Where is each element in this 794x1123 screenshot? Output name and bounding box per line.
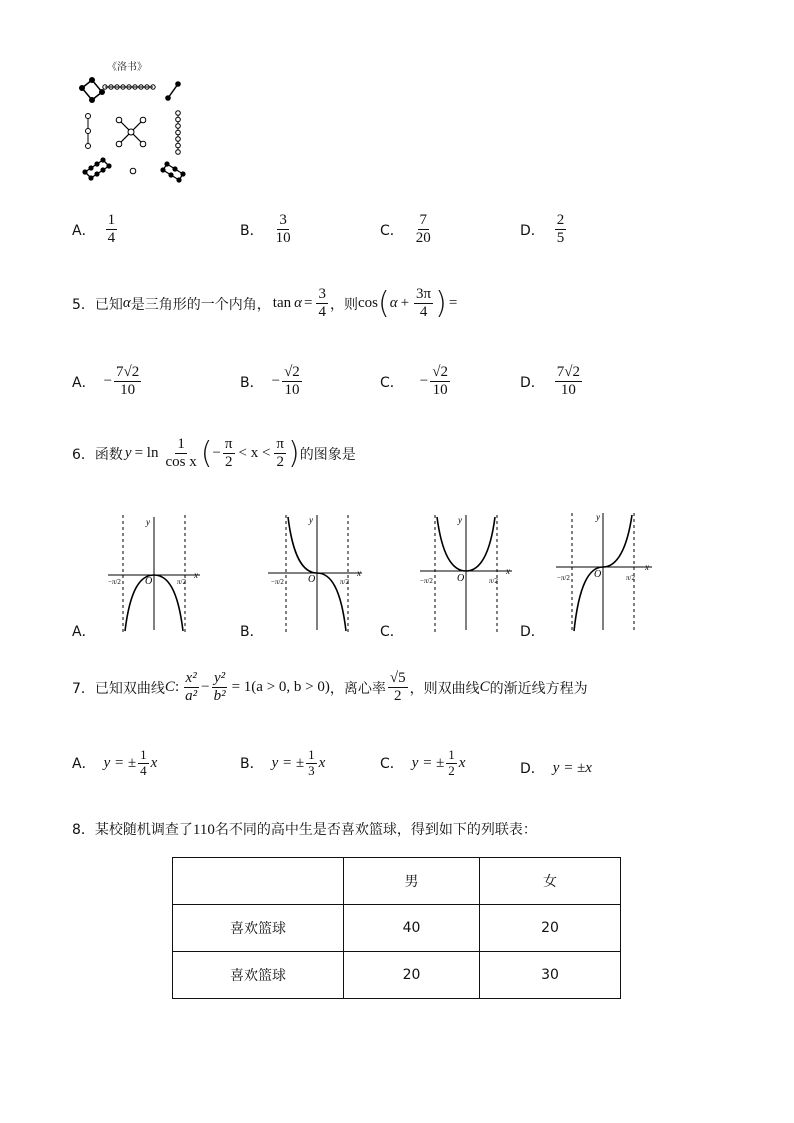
svg-text:x: x — [194, 570, 198, 580]
q7-option-d: D． y = ± x — [520, 759, 592, 777]
q4-option-b: B． $\frac{3}{10}$ — [240, 212, 291, 247]
contingency-table — [172, 857, 621, 999]
q4-option-d: D． $\frac{2}{5}$ — [520, 212, 565, 247]
svg-text:x: x — [357, 568, 361, 578]
q7-option-a: A． y = ± $\frac{1}{4}$ x — [72, 747, 158, 778]
table-header-row — [173, 858, 621, 905]
table-cell: 喜欢篮球 — [173, 952, 344, 999]
graph-c — [420, 515, 512, 633]
svg-text:O: O — [308, 574, 316, 585]
table-cell: 30 — [480, 952, 621, 999]
table-cell: 20 — [344, 952, 480, 999]
svg-text:π/2: π/2 — [340, 578, 349, 586]
graph-label-a: A． — [72, 624, 96, 640]
q7-option-b: B． y = ± $\frac{1}{3}$ x — [240, 747, 326, 778]
svg-text:y: y — [146, 517, 150, 527]
svg-text:x: x — [645, 562, 649, 572]
graph-b — [268, 515, 362, 633]
q7-stem: 7． 已知双曲线 C : $\frac{\text{x²}}{\text{a²}}$ − $\frac{\text{y²}}{\text{b²}}$ = 1 (a > 0, b > 0) ，离心率 $\frac{√5}{2}$ ，则双曲线 C 的渐近线方程为 — [72, 670, 588, 705]
q5-option-b: B． − $\frac{√2}{10}$ — [240, 364, 300, 399]
q5-stem: 5． 已知 α 是三角形的一个内角， tan α = $\frac{3}{4}$ ，则 cos ( α + $\frac{3\pi}{4}$ ) = — [72, 285, 458, 321]
svg-text:−π/2: −π/2 — [557, 574, 570, 582]
table-row — [173, 952, 621, 999]
q5-option-c: C． − $\frac{√2}{10}$ — [380, 364, 448, 399]
table-header-cell: 女 — [480, 858, 621, 905]
svg-text:O: O — [594, 569, 602, 580]
svg-text:y: y — [309, 515, 313, 525]
graph-d — [556, 512, 652, 633]
table-row — [173, 905, 621, 952]
svg-text:x: x — [506, 566, 510, 576]
svg-text:π/2: π/2 — [489, 577, 498, 585]
luoshu-diagram — [75, 58, 195, 188]
svg-text:y: y — [458, 515, 462, 525]
q7-option-c: C． y = ± $\frac{1}{2}$ x — [380, 747, 466, 778]
svg-text:π/2: π/2 — [177, 578, 186, 586]
table-cell: 40 — [344, 905, 480, 952]
table-header-cell — [173, 858, 344, 905]
q6-stem: 6． 函数 y = ln $\frac{1}{\text{cos x}}$ ( − $\frac{\pi}{2}$ < x < $\frac{\pi}{2}$ ) 的图象是 — [72, 435, 356, 471]
graph-label-d: D． — [520, 624, 545, 640]
table-header-cell: 男 — [344, 858, 480, 905]
svg-text:O: O — [457, 573, 465, 584]
luoshu-figure — [75, 58, 195, 188]
svg-text:−π/2: −π/2 — [108, 578, 121, 586]
graph-label-c: C． — [380, 624, 404, 640]
graph-label-b: B． — [240, 624, 264, 640]
q4-option-a: A． $\frac{1}{4}$ — [72, 212, 116, 247]
q4-option-c: C． $\frac{7}{20}$ — [380, 212, 431, 247]
graph-a — [108, 515, 200, 633]
q5-option-a: A． − $\frac{7√2}{10}$ — [72, 364, 140, 399]
q8-stem: 8．某校随机调查了110名不同的高中生是否喜欢篮球，得到如下的列联表： — [72, 822, 537, 838]
svg-text:−π/2: −π/2 — [271, 578, 284, 586]
table-cell: 20 — [480, 905, 621, 952]
table-cell: 喜欢篮球 — [173, 905, 344, 952]
svg-text:y: y — [596, 512, 600, 522]
svg-text:−π/2: −π/2 — [420, 577, 433, 585]
svg-text:π/2: π/2 — [626, 574, 635, 582]
luoshu-title: 《洛书》 — [107, 62, 147, 73]
svg-text:O: O — [145, 576, 153, 587]
q5-option-d: D． $\frac{7√2}{10}$ — [520, 364, 581, 399]
